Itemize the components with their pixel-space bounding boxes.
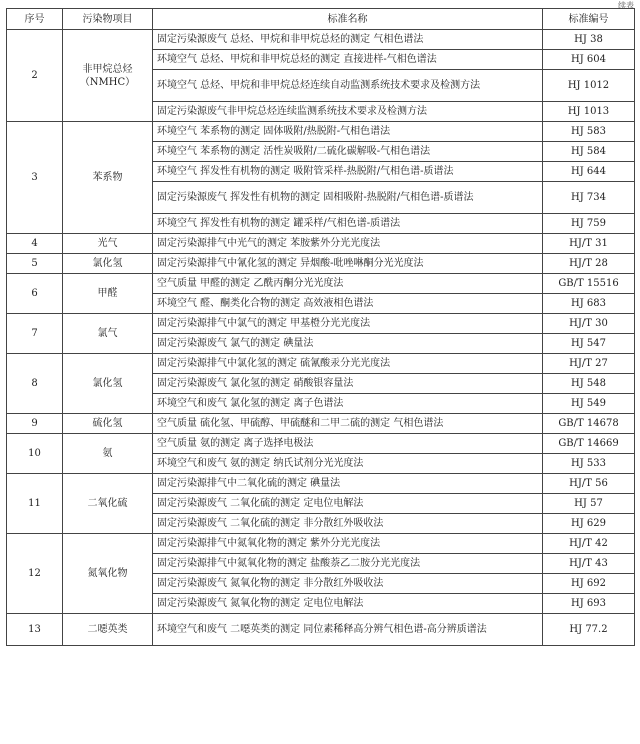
table-row <box>7 314 635 334</box>
standard-name: 空气质量 氨的测定 离子选择电极法 <box>153 434 543 454</box>
row-number: 5 <box>7 254 63 274</box>
standard-name: 环境空气 挥发性有机物的测定 吸附管采样-热脱附/气相色谱-质谱法 <box>153 162 543 182</box>
standards-table <box>6 8 635 646</box>
table-row <box>7 354 635 374</box>
row-number: 3 <box>7 122 63 234</box>
pollutant-item: 氨 <box>63 434 153 474</box>
pollutant-item: 甲醛 <box>63 274 153 314</box>
pollutant-item: 非甲烷总烃（NMHC） <box>63 30 153 122</box>
standard-code: HJ 644 <box>543 162 635 182</box>
standard-name: 固定污染源排气中氮氧化物的测定 紫外分光光度法 <box>153 534 543 554</box>
table-header-row <box>7 9 635 30</box>
standard-code: HJ 604 <box>543 50 635 70</box>
row-number: 7 <box>7 314 63 354</box>
standard-code: HJ 38 <box>543 30 635 50</box>
standard-code: HJ 1013 <box>543 102 635 122</box>
pollutant-item: 氯化氢 <box>63 254 153 274</box>
standard-code: HJ 683 <box>543 294 635 314</box>
standard-name: 固定污染源废气 二氧化硫的测定 非分散红外吸收法 <box>153 514 543 534</box>
pollutant-item: 氮氧化物 <box>63 534 153 614</box>
standard-name: 空气质量 甲醛的测定 乙酰丙酮分光光度法 <box>153 274 543 294</box>
standard-code: HJ 533 <box>543 454 635 474</box>
standard-code: HJ/T 27 <box>543 354 635 374</box>
standard-code: HJ 583 <box>543 122 635 142</box>
standard-code: HJ/T 43 <box>543 554 635 574</box>
standard-name: 固定污染源排气中光气的测定 苯胺紫外分光光度法 <box>153 234 543 254</box>
standard-code: GB/T 14669 <box>543 434 635 454</box>
standard-name: 固定污染源排气中氰化氢的测定 异烟酸-吡唑啉酮分光光度法 <box>153 254 543 274</box>
table-row <box>7 234 635 254</box>
standard-name: 固定污染源废气 总烃、甲烷和非甲烷总烃的测定 气相色谱法 <box>153 30 543 50</box>
standard-code: HJ 547 <box>543 334 635 354</box>
pollutant-item: 氯化氢 <box>63 354 153 414</box>
standard-name: 固定污染源排气中氯气的测定 甲基橙分光光度法 <box>153 314 543 334</box>
standard-code: HJ/T 31 <box>543 234 635 254</box>
table-row <box>7 534 635 554</box>
row-number: 9 <box>7 414 63 434</box>
row-number: 13 <box>7 614 63 646</box>
row-number: 11 <box>7 474 63 534</box>
standard-code: HJ 693 <box>543 594 635 614</box>
standard-code: GB/T 14678 <box>543 414 635 434</box>
standard-code: HJ 57 <box>543 494 635 514</box>
standard-name: 固定污染源废气 氯气的测定 碘量法 <box>153 334 543 354</box>
header-name: 标准名称 <box>153 9 543 30</box>
table-row <box>7 254 635 274</box>
standard-name: 环境空气和废气 二噁英类的测定 同位素稀释高分辨气相色谱-高分辨质谱法 <box>153 614 543 646</box>
standard-name: 环境空气 苯系物的测定 活性炭吸附/二硫化碳解吸-气相色谱法 <box>153 142 543 162</box>
table-row <box>7 414 635 434</box>
standard-code: HJ/T 28 <box>543 254 635 274</box>
pollutant-item: 二氧化硫 <box>63 474 153 534</box>
standard-name: 环境空气 总烃、甲烷和非甲烷总烃的测定 直接进样-气相色谱法 <box>153 50 543 70</box>
standard-name: 固定污染源废气 挥发性有机物的测定 固相吸附-热脱附/气相色谱-质谱法 <box>153 182 543 214</box>
pollutant-item: 二噁英类 <box>63 614 153 646</box>
row-number: 12 <box>7 534 63 614</box>
table-row <box>7 122 635 142</box>
standard-name: 固定污染源排气中氮氧化物的测定 盐酸萘乙二胺分光光度法 <box>153 554 543 574</box>
row-number: 4 <box>7 234 63 254</box>
standard-code: HJ 1012 <box>543 70 635 102</box>
standard-code: HJ 692 <box>543 574 635 594</box>
standard-code: HJ 734 <box>543 182 635 214</box>
standard-name: 环境空气和废气 氯化氢的测定 离子色谱法 <box>153 394 543 414</box>
header-code: 标准编号 <box>543 9 635 30</box>
standard-code: HJ 77.2 <box>543 614 635 646</box>
table-body <box>7 30 635 646</box>
standard-name: 环境空气 醛、酮类化合物的测定 高效液相色谱法 <box>153 294 543 314</box>
standard-name: 环境空气 苯系物的测定 固体吸附/热脱附-气相色谱法 <box>153 122 543 142</box>
table-row <box>7 614 635 646</box>
standard-name: 固定污染源废气 氮氧化物的测定 定电位电解法 <box>153 594 543 614</box>
pollutant-item: 苯系物 <box>63 122 153 234</box>
standard-code: HJ 759 <box>543 214 635 234</box>
table-row <box>7 434 635 454</box>
standard-code: GB/T 15516 <box>543 274 635 294</box>
standard-name: 固定污染源废气 二氧化硫的测定 定电位电解法 <box>153 494 543 514</box>
standard-name: 固定污染源排气中氯化氢的测定 硫氰酸汞分光光度法 <box>153 354 543 374</box>
standard-code: HJ 549 <box>543 394 635 414</box>
standard-code: HJ 629 <box>543 514 635 534</box>
standard-name: 空气质量 硫化氢、甲硫醇、甲硫醚和二甲二硫的测定 气相色谱法 <box>153 414 543 434</box>
standard-name: 环境空气和废气 氨的测定 纳氏试剂分光光度法 <box>153 454 543 474</box>
standard-code: HJ 584 <box>543 142 635 162</box>
standard-code: HJ/T 56 <box>543 474 635 494</box>
pollutant-item: 硫化氢 <box>63 414 153 434</box>
standard-name: 固定污染源排气中二氧化硫的测定 碘量法 <box>153 474 543 494</box>
continued-mark: 续表 <box>618 1 634 10</box>
row-number: 10 <box>7 434 63 474</box>
pollutant-item: 氯气 <box>63 314 153 354</box>
row-number: 2 <box>7 30 63 122</box>
row-number: 6 <box>7 274 63 314</box>
header-item: 污染物项目 <box>63 9 153 30</box>
standard-name: 固定污染源废气 氮氧化物的测定 非分散红外吸收法 <box>153 574 543 594</box>
standard-code: HJ 548 <box>543 374 635 394</box>
pollutant-item: 光气 <box>63 234 153 254</box>
table-row <box>7 274 635 294</box>
standard-name: 固定污染源废气 氯化氢的测定 硝酸银容量法 <box>153 374 543 394</box>
table-row <box>7 474 635 494</box>
standard-code: HJ/T 42 <box>543 534 635 554</box>
table-row <box>7 30 635 50</box>
standard-code: HJ/T 30 <box>543 314 635 334</box>
standard-name: 环境空气 总烃、甲烷和非甲烷总烃连续自动监测系统技术要求及检测方法 <box>153 70 543 102</box>
standard-name: 环境空气 挥发性有机物的测定 罐采样/气相色谱-质谱法 <box>153 214 543 234</box>
header-no: 序号 <box>7 9 63 30</box>
row-number: 8 <box>7 354 63 414</box>
standard-name: 固定污染源废气非甲烷总烃连续监测系统技术要求及检测方法 <box>153 102 543 122</box>
